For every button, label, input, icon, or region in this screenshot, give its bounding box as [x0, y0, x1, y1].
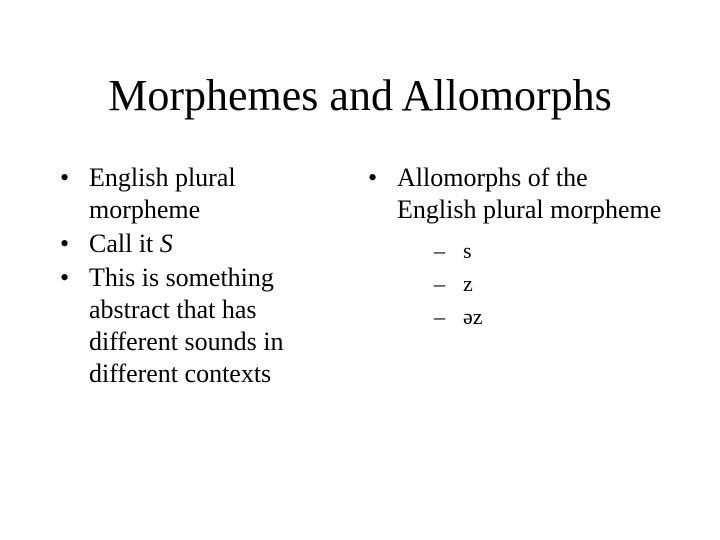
dash-icon: –	[434, 271, 445, 296]
bullet-emphasis: S	[159, 229, 173, 258]
sub-bullet-item	[397, 300, 668, 333]
sub-bullet-text: s	[463, 238, 472, 263]
bullet-text: Call it	[89, 229, 160, 258]
bullet-item	[60, 262, 330, 390]
left-column	[60, 162, 330, 392]
bullet-text: English plural morpheme	[89, 163, 236, 224]
sub-bullet-text: z	[463, 271, 473, 296]
sub-bullet-text: əz	[463, 304, 483, 329]
bullet-item	[60, 162, 330, 226]
slide-title: Morphemes and Allomorphs	[108, 71, 612, 120]
bullet-text: This is something abstract that has different sounds in different contexts	[89, 263, 284, 388]
bullet-text: Allomorphs of the English plural morpheme	[397, 163, 662, 224]
left-bullet-list	[60, 162, 330, 390]
allomorph-list	[397, 234, 668, 333]
right-column	[368, 162, 668, 335]
bullet-item	[368, 162, 668, 333]
bullet-icon: •	[60, 229, 70, 258]
bullet-icon: •	[368, 163, 378, 192]
sub-bullet-item	[397, 234, 668, 267]
right-bullet-list	[368, 162, 668, 333]
bullet-icon: •	[60, 263, 70, 292]
bullet-item	[60, 228, 330, 260]
sub-bullet-item	[397, 267, 668, 300]
dash-icon: –	[434, 304, 445, 329]
bullet-icon: •	[60, 163, 70, 192]
dash-icon: –	[434, 238, 445, 263]
